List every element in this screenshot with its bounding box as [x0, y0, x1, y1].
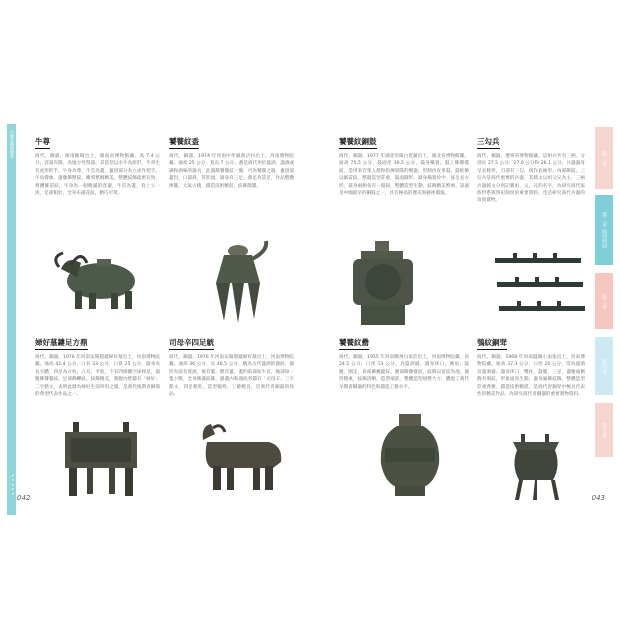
item-title: 鴞紋銅斝 — [477, 337, 507, 350]
owl-jia-image — [507, 432, 565, 502]
item-three-hook — [477, 129, 585, 263]
ox-zun-image — [49, 247, 149, 313]
item-taotie-he — [169, 129, 294, 241]
item-title: 三勾兵 — [477, 136, 500, 149]
item-title: 牛尊 — [35, 136, 50, 149]
chapter-tab-3[interactable]: 第三章 — [595, 273, 613, 329]
book-spread — [7, 97, 613, 515]
item-title: 饕餮紋銅鼓 — [339, 136, 377, 149]
taotie-he-image — [202, 237, 272, 327]
right-chapter-tabs — [595, 127, 613, 457]
item-description: 商代，銅器，1977 年湖北崇陽白霓鎮出土，湖北省博物館藏，通高 75.5 公分，鼓面徑 39.5 公分，鼓身橫置。鼓上飾饕餮紋，是用來召集人群和指揮軍隊的樂器，形制仿皮革鼓，鼓框飾以細雷紋，整器造型莊重，鼓面圓形，器身橫置於中，座呈長方形，鼓身兩側各有一環鈕，整體造型生動，紋飾精美繁複。該器是中國最早的銅鼓之一，具有極高的歷史與藝術價值。 — [339, 154, 469, 197]
item-title: 司母辛四足觥 — [169, 337, 214, 350]
three-hook-image — [493, 252, 588, 320]
page-number-left: 042 — [17, 494, 31, 502]
left-chapter-tab — [7, 124, 16, 515]
item-simuxin-gong — [169, 330, 294, 428]
chapter-tab-4[interactable]: 第四章 — [595, 337, 613, 395]
simuxin-gong-image — [197, 420, 287, 495]
item-title: 婦好墓鏤足方鼎 — [35, 337, 88, 350]
chapter-tab-2[interactable]: 第二章 商周西周 — [595, 195, 613, 265]
item-description: 商代，銅器，1974 年河南中牟縣黃店村出土，河南博物院藏。通高 25 公分，寬長 7 公分。盉是商代用於盛酒，溫酒或調和酒味的器具，此器飾饕餮紋一圈，可為饕餮之器。盉頂部蓋封，口部斜，管狀流，器身有三足，鼎足為袋足，作品整體渾圓，大氣古樸，鑄造技術精湛，紋飾簡潔。 — [169, 154, 294, 189]
taotie-drum-image — [347, 237, 419, 329]
left-tab-label: 中國青銅器鑑賞 — [10, 130, 15, 158]
item-taotie-drum — [339, 129, 469, 227]
left-tab-dots: • • • • • — [9, 474, 15, 496]
page-number-right: 043 — [591, 494, 605, 502]
chapter-tab-1[interactable]: 第一章 — [595, 127, 613, 189]
item-description: 商代，銅器，1976 年河南安陽殷墟婦好墓出土，河南博物院藏。通高 36 公分，長 46.5 公分，觥為古代盛酒的器皿，器形為前有寬流、後有鋬、獸首蓋，蓋的前部如牛首，後部如一隻小獸，全身飾滿紋飾，器蓋內和器底各鑄有「司母辛」三字銘文，四足粗壯，造型獨特，工藝精良，是商代青銅器的珍品。 — [169, 355, 294, 398]
taotie-lei-image — [379, 412, 441, 498]
fuhao-ding-image — [59, 420, 143, 498]
item-title: 饕餮紋盉 — [169, 136, 199, 149]
chapter-tab-5[interactable]: 第五章 — [595, 403, 613, 457]
item-description: 商代，銅器，1955 年河南鄭州白家莊出土，河南博物院藏。高 24.5 公分，口徑 13 公分，為盛酒器。器身侈口，廣肩，鼓腹，圈足，肩部飾夔龍紋，腹部飾饕餮紋，紋飾以雷紋為地，器形穩重，紋飾清晰，造型端莊，整體造型規整大方，體現了商代早期青銅器的特色和鑄造工藝水平。 — [339, 355, 469, 390]
item-fuhao-ding — [35, 330, 160, 428]
item-description: 商代，銅器，遼寧省博物館藏。這組兵共有三柄，分別長 27.5 公分、27.6 公分和 26.1 公分。兵器器身呈長條形，刃部有三勾，援作直線形，內部飾紋。三勾兵是商代重要的兵器，其銘文以祖父兄為主，三柄兵器銘文分別記載祖、父、兄的名字，為研究商代家族世系與祭祀制度的重要資料，也是研究商代兵器的珍貴實物。 — [477, 154, 585, 204]
item-title: 饕餮紋罍 — [339, 337, 369, 350]
item-description: 商代，銅器，1976 年河南安陽殷墟婦好墓出土，河南博物院藏。通高 42.4 公分，口長 33 公分，口寬 25 公分。器身為長方體，四足為方柱，立耳，平底，下有四條鏤空扉棱足，器腹飾饕餮紋，足部飾蟬紋，紋飾精美，鼎腹內壁鑄有「婦好」二字銘文，表明此鼎為婦好生前所用之器，是商代後期青銅鼎的典型代表作品之一。 — [35, 355, 160, 398]
item-ox-zun — [35, 129, 160, 241]
item-description: 商代，銅器，1968 年河南溫縣小南張出土，河南博物院藏。通高 37.3 公分，口徑 20 公分，斝為盛酒及溫酒器。器身侈口，雙柱，鼓腹，三足，器腹兩側飾有鴞紋，形象逼真生動，器身遍飾紋飾，整體造型莊重典雅，鑄造技術精湛，是商代青銅斝中極具代表性的精美作品，為研究商代青銅器的重要實物資料。 — [477, 355, 585, 398]
item-description: 商代，銅器，湖南衡陽出土，湖南省博物館藏，高 7.4 公分，容量有限，為地方性祭器。其造型以水牛為原形，牛背生有虎形把手，牛身為尊，牛首為蓋，蓋頂部分為立虎作把手。牛角彎曲，器腹飾獸紋，雕刻繁縟精美，整體紋飾疏密有致，尊體飾雷紋，牛身為一個飽滿的容器，牛首為蓋，背上立一虎，足部粗壯，全身布滿花紋，精巧可愛。 — [35, 154, 160, 197]
